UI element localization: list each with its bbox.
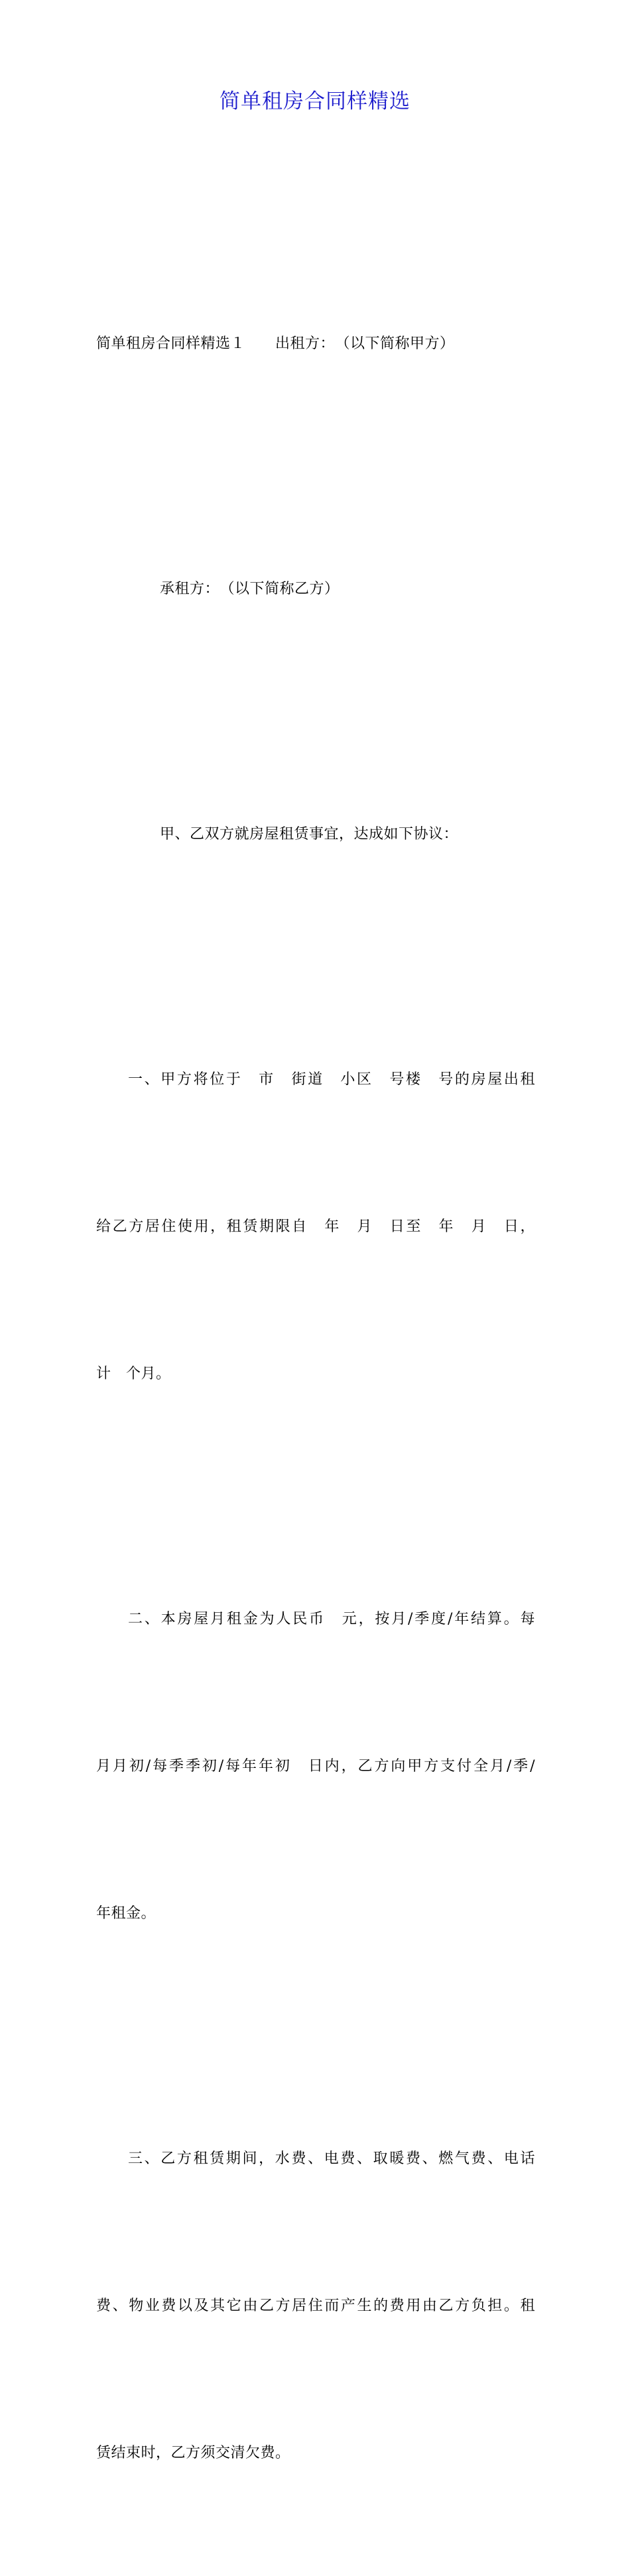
paragraph-line: 一、甲方将位于 市 街道 小区 号楼 号的房屋出租 [128,1071,535,1088]
clause-1-paragraph [96,957,535,1497]
paragraph-line: 承租方： （以下简称乙方） [160,581,340,597]
paragraph-line: 三、乙方租赁期间，水费、电费、取暖费、燃气费、电话 [128,2150,535,2167]
paragraph-line: 二、本房屋月租金为人民币 元，按月/季度/年结算。每 [128,1611,535,1627]
document-body [96,221,535,2576]
lessee-paragraph [96,467,535,712]
paragraph-line: 甲、乙双方就房屋租赁事宜，达成如下协议： [160,826,459,843]
preamble-paragraph [96,712,535,957]
document-title: 简单租房合同样精选 [220,89,410,113]
clause-3-paragraph [96,2036,535,2576]
paragraph-line: 月月初/每季季初/每年年初 日内，乙方向甲方支付全月/季/ [96,1758,535,1775]
paragraph-line: 给乙方居住使用，租赁期限自 年 月 日至 年 月 日， [96,1218,535,1235]
intro-paragraph [96,221,535,467]
clause-2-paragraph [96,1497,535,2036]
paragraph-line: 计 个月。 [96,1366,171,1382]
paragraph-line: 费、物业费以及其它由乙方居住而产生的费用由乙方负担。租 [96,2298,535,2314]
paragraph-line: 简单租房合同样精选１ 出租方： （以下简称甲方） [96,335,455,352]
paragraph-line: 赁结束时，乙方须交清欠费。 [96,2445,290,2461]
paragraph-line: 年租金。 [96,1905,157,1922]
